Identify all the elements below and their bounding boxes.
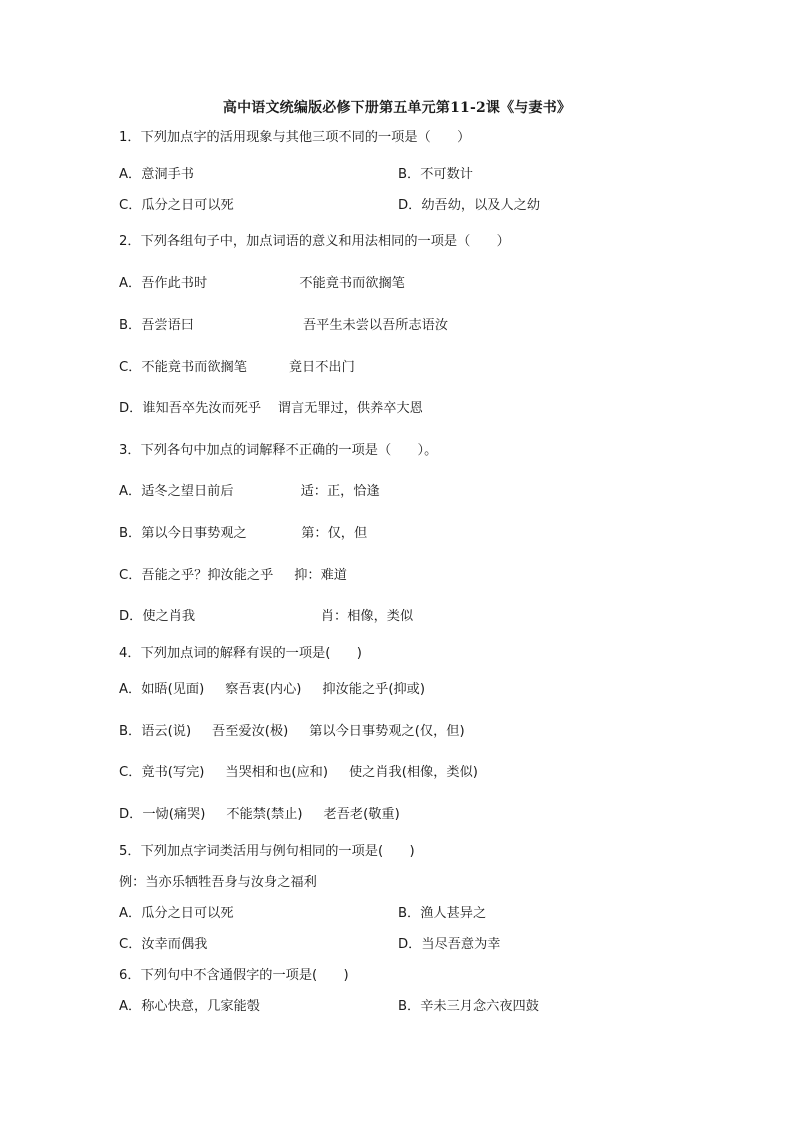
- question-3-option-c: C．吾能之乎？抑汝能之乎 抑：难道: [119, 568, 347, 583]
- question-1-option-b: B．不可数计: [398, 167, 473, 182]
- document-title: 高中语文统编版必修下册第五单元第11-2课《与妻书》: [222, 100, 572, 116]
- question-2-option-a: A．吾作此书时 不能竟书而欲搁笔: [119, 276, 405, 291]
- question-5-example: 例：当亦乐牺牲吾身与汝身之福利: [119, 875, 317, 890]
- question-2-option-c: C．不能竟书而欲搁笔 竟日不出门: [119, 360, 355, 375]
- question-3-option-d: D．使之肖我 肖：相像，类似: [119, 609, 414, 624]
- question-2-option-d: D．谁知吾卒先汝而死乎 谓言无罪过，供养卒大恩: [119, 401, 423, 416]
- question-2-option-b: B．吾尝语曰 吾平生未尝以吾所志语汝: [119, 318, 449, 333]
- question-5-stem: 5．下列加点字词类活用与例句相同的一项是( ): [119, 844, 415, 859]
- question-4-option-c: C．竟书(写完) 当哭相和也(应和) 使之肖我(相像，类似): [119, 765, 478, 780]
- question-3-option-a: A．适冬之望日前后 适：正，恰逢: [119, 484, 380, 499]
- question-5-option-b: B．渔人甚异之: [398, 906, 487, 921]
- question-1-option-d: D．幼吾幼，以及人之幼: [398, 198, 541, 213]
- question-6-option-b: B．辛未三月念六夜四鼓: [398, 999, 539, 1014]
- question-3-stem: 3．下列各句中加点的词解释不正确的一项是（ ）。: [119, 443, 438, 458]
- question-2-stem: 2．下列各组句子中，加点词语的意义和用法相同的一项是（ ）: [119, 234, 510, 249]
- question-1-option-a: A．意洞手书: [119, 167, 194, 182]
- question-5-option-a: A．瓜分之日可以死: [119, 906, 234, 921]
- question-1-stem: 1．下列加点字的活用现象与其他三项不同的一项是（ ）: [119, 130, 471, 145]
- question-6-option-a: A．称心快意，几家能彀: [119, 999, 260, 1014]
- question-4-option-d: D．一恸(痛哭) 不能禁(禁止) 老吾老(敬重): [119, 807, 400, 822]
- question-4-stem: 4．下列加点词的解释有误的一项是( ): [119, 646, 362, 661]
- question-4-option-a: A．如晤(见面) 察吾衷(内心) 抑汝能之乎(抑或): [119, 682, 425, 697]
- question-5-option-c: C．汝幸而偶我: [119, 937, 208, 952]
- question-4-option-b: B．语云(说) 吾至爱汝(极) 第以今日事势观之(仅，但): [119, 724, 465, 739]
- question-1-option-c: C．瓜分之日可以死: [119, 198, 234, 213]
- question-3-option-b: B．第以今日事势观之 第：仅，但: [119, 526, 368, 541]
- question-5-option-d: D．当尽吾意为幸: [398, 937, 501, 952]
- question-6-stem: 6．下列句中不含通假字的一项是( ): [119, 968, 349, 983]
